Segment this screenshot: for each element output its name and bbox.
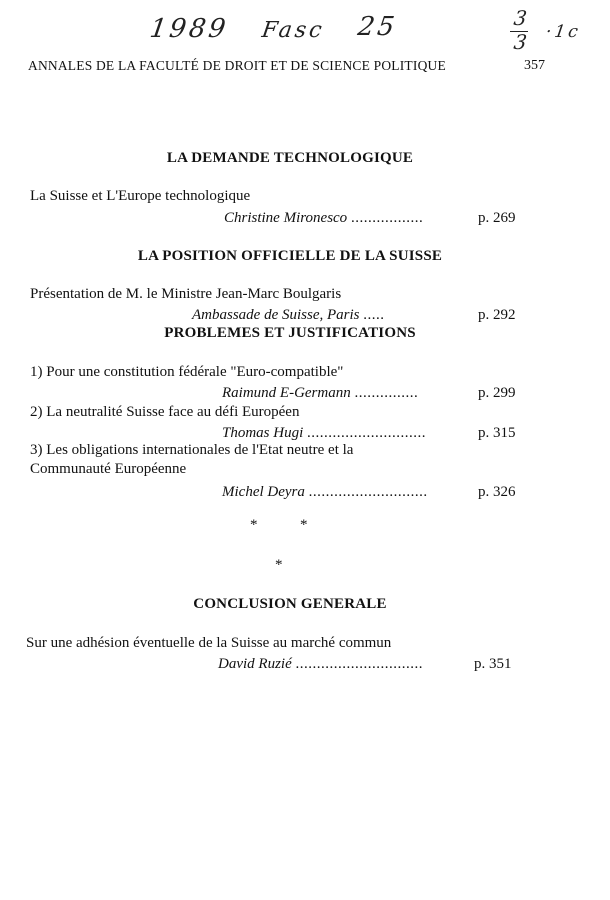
toc-entry-page: p. 292 (478, 307, 516, 323)
dot-leader: ................. (350, 210, 424, 226)
toc-entry-title: 3) Les obligations internationales de l'Etat neutre et la (30, 442, 354, 458)
dot-leader: ..... (363, 307, 385, 323)
toc-entry-author (222, 425, 426, 442)
running-head: ANNALES DE LA FACULTÉ DE DROIT ET DE SCIENCE POLITIQUE (28, 58, 446, 73)
toc-entry-page: p. 351 (474, 656, 512, 672)
dot-leader: .............................. (295, 656, 423, 672)
toc-entry-page: p. 326 (478, 484, 516, 500)
author-name: David Ruzié (218, 656, 292, 672)
separator-star: * (300, 517, 308, 533)
separator-star: * (250, 517, 258, 533)
section-title-demande: LA DEMANDE TECHNOLOGIQUE (166, 150, 414, 166)
author-name: Thomas Hugi (222, 425, 304, 441)
handwritten-fraction-top: 3 (512, 6, 532, 30)
author-name: Christine Mironesco (224, 210, 348, 226)
separator-star: * (275, 557, 283, 573)
handwritten-extra: ·1c (544, 22, 583, 42)
section-title-conclusion: CONCLUSION GENERALE (193, 596, 387, 612)
dot-leader: ............................ (307, 425, 427, 441)
page-number: 357 (524, 58, 545, 73)
toc-entry-author (218, 656, 423, 673)
handwritten-year: 1989 (147, 14, 231, 44)
toc-entry-author (224, 210, 423, 227)
author-name: Michel Deyra (222, 484, 305, 500)
author-name: Raimund E-Germann (222, 385, 351, 401)
toc-entry-title: La Suisse et L'Europe technologique (30, 188, 251, 204)
toc-entry-title-continued: Communauté Européenne (30, 461, 187, 477)
toc-entry-page: p. 299 (478, 385, 516, 401)
handwritten-number: 25 (355, 12, 400, 42)
toc-entry-title: 1) Pour une constitution fédérale "Euro-compatible" (30, 364, 344, 380)
toc-entry-title: Sur une adhésion éventuelle de la Suisse au marché commun (26, 635, 392, 651)
toc-entry-author (192, 307, 385, 324)
section-title-problemes: PROBLEMES ET JUSTIFICATIONS (164, 325, 416, 341)
handwritten-fraction-bottom: 3 (512, 30, 532, 54)
section-title-position: LA POSITION OFFICIELLE DE LA SUISSE (137, 248, 443, 264)
toc-entry-page: p. 269 (478, 210, 516, 226)
toc-entry-author (222, 484, 428, 501)
toc-entry-author (222, 385, 418, 402)
toc-entry-title: 2) La neutralité Suisse face au défi Européen (30, 404, 300, 420)
toc-entry-title: Présentation de M. le Ministre Jean-Marc Boulgaris (30, 286, 342, 302)
author-name: Ambassade de Suisse, Paris (192, 307, 360, 323)
dot-leader: ............................ (308, 484, 428, 500)
handwritten-fasc: Fasc (260, 18, 327, 43)
dot-leader: ............... (354, 385, 419, 401)
toc-entry-page: p. 315 (478, 425, 516, 441)
